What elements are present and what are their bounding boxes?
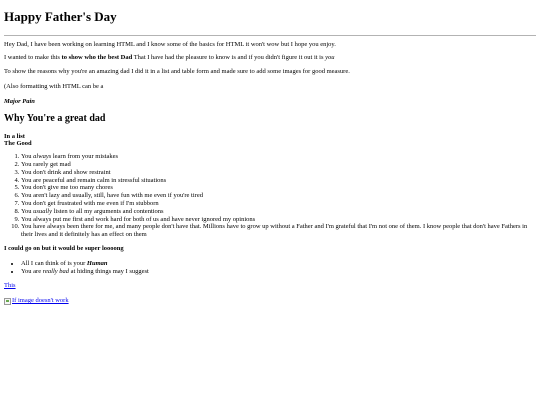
bullet-item-emphasis: really bad [42, 267, 70, 275]
good-list-item-text: You are peaceful and remain calm in stressful situations [21, 176, 167, 184]
section-heading: Why You're a great dad [4, 112, 106, 124]
formatting-note: (Also formatting with HTML can be a [4, 82, 104, 90]
go-on-note: I could go on but it would be super loooong [4, 244, 124, 252]
good-list-item-text: You don't drink and show restraint [21, 168, 111, 176]
good-list-item-emphasis: always [33, 153, 52, 161]
good-list-item-text: You don't get frustrated with me even if I'm stubborn [21, 199, 159, 207]
good-list-item-text: You don't give me too many chores [21, 184, 113, 192]
this-link-paragraph [4, 282, 536, 290]
good-list-item [21, 223, 536, 239]
bullet-item-bold-emphasis: Human [86, 259, 108, 267]
bullet-item-text: You are [21, 267, 43, 275]
good-list-item [21, 169, 536, 177]
good-list-item-emphasis: usually [33, 207, 52, 215]
broken-image-icon[interactable] [4, 298, 11, 305]
made-to-after: That I have had the pleasure to know is and if you didn't figure it out it is [132, 54, 326, 62]
good-list-item [21, 184, 536, 192]
bullet-list [4, 260, 536, 276]
good-list-item [21, 192, 536, 200]
broken-image-link[interactable]: If image doesn't work [12, 297, 69, 305]
good-list-item-text-rest: learn from your mistakes [51, 153, 119, 161]
good-list-item-text: You [21, 153, 34, 161]
good-list-item [21, 208, 536, 216]
made-to-before: I wanted to make this [4, 54, 62, 62]
bullet-list-item [21, 260, 536, 268]
made-to-bold: to show who the best Dad [61, 54, 133, 62]
this-link[interactable]: This [4, 282, 16, 290]
good-list-item-text: You always put me first and work hard for both of us and have never ignored my opinions [21, 215, 256, 223]
bullet-list-item [21, 268, 536, 276]
good-list-item [21, 177, 536, 185]
good-list-item [21, 153, 536, 161]
made-to-italic: you [325, 54, 335, 62]
good-list-item-text: You aren't lazy and usually, still, have fun with me even if you're tired [21, 192, 203, 200]
list-label: In a list [4, 132, 25, 140]
good-list-item-text: You [21, 207, 34, 215]
good-list-item [21, 200, 536, 208]
good-list [4, 153, 536, 239]
good-list-item [21, 161, 536, 169]
broken-image-paragraph [4, 297, 536, 305]
intro-paragraph: Hey Dad, I have been working on learning HTML and I know some of the basics for HTML it won't wow but I hope you enjoy. [4, 40, 336, 48]
title-divider [4, 35, 536, 36]
made-to-paragraph [4, 54, 536, 62]
bullet-item-text: All I can think of is your [21, 259, 87, 267]
good-list-item-text: You have always been there for me, and many people don't have that. Millions have to grow up without a Father and I'm grateful that I'm not one of them. I know people that don't have Fathers in their lives and it definitely has an effect on them [21, 223, 528, 239]
major-pain-emphasis: Major Pain [4, 97, 35, 105]
good-label: The Good [4, 140, 32, 148]
good-list-item-text: You rarely get mad [21, 160, 71, 168]
good-list-item-text-rest: listen to all my arguments and contentions [51, 207, 164, 215]
reasons-paragraph: To show the reasons why you're an amazing dad I did it in a list and table form and made sure to add some images for good measure. [4, 68, 350, 76]
page-title: Happy Father's Day [4, 9, 117, 24]
good-list-item [21, 216, 536, 224]
major-pain-text [4, 98, 536, 106]
bullet-item-text-rest: at hiding things may I suggest [69, 267, 149, 275]
